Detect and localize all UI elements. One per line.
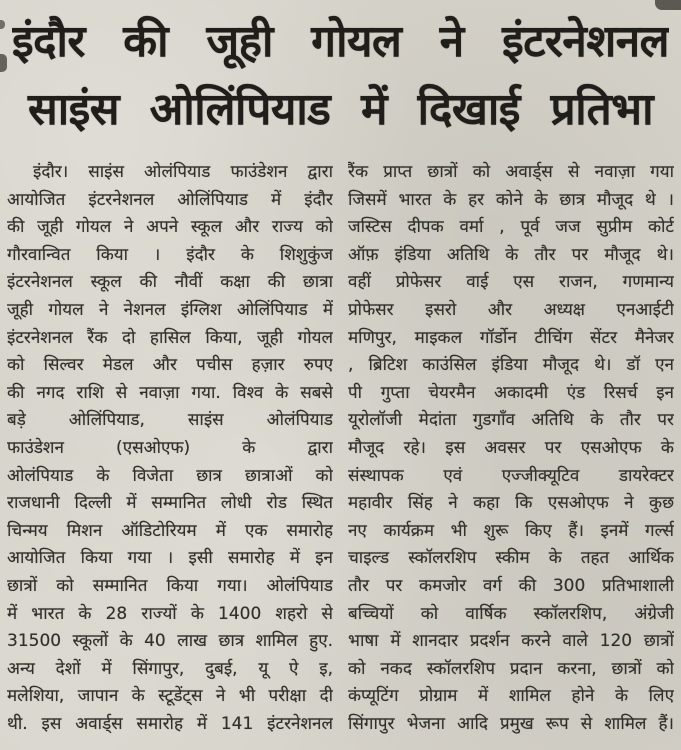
text-line: चिन्मय मिशन ऑडिटोरियम में एक समारोह (7, 520, 333, 541)
text-line: जिसमें भारत के हर कोने के छात्र मौजूद थे । (348, 189, 674, 210)
text-line: राजधानी दिल्ली में सम्मानित लोधी रोड स्थित (7, 493, 333, 514)
headline-line-1: इंदौर की जूही गोयल ने इंटरनेशनल (12, 16, 669, 67)
text-line: रैंक प्राप्त छात्रों को अवार्ड्स से नवाज़ा गया (348, 162, 674, 182)
text-line: फाउंडेशन (एसओएफ) के द्वारा (7, 437, 333, 458)
text-line: बच्चियों को वार्षिक स्कॉलरशिप, अंग्रेजी (348, 603, 674, 624)
text-line: जस्टिस दीपक वर्मा , पूर्व जज सुप्रीम कोर्ट (348, 217, 674, 238)
text-line: को नकद स्कॉलरशिप प्रदान करना, छात्रों को (348, 658, 674, 679)
text-line: वहीं प्रोफेसर वाई एस राजन, गणमान्य (348, 272, 674, 293)
text-line: को सिल्वर मेडल और पचीस हज़ार रुपए (7, 355, 333, 376)
text-line: यूरोलॉजी मेदांता गुडगाँव अतिथि के तौर पर (348, 410, 674, 431)
text-line: कंप्यूटिंग प्रोग्राम में शामिल होने के लिए (348, 686, 674, 707)
article-column-right (348, 159, 674, 738)
text-line: आयोजित किया गया । इसी समारोह में इन (7, 548, 333, 569)
ink-smudge (0, 54, 7, 72)
text-line: नए कार्यक्रम भी शुरू किए हैं। इनमें गर्ल्स (348, 520, 674, 541)
text-line: मलेशिया, जापान के स्टूडेंट्स ने भी परीक्षा दी (7, 686, 333, 707)
text-line: मौजूद रहे। इस अवसर पर एसओएफ के (348, 437, 674, 458)
article-body (0, 145, 681, 738)
text-line: जूही गोयल ने नेशनल इंग्लिश ओलिंपियाड में (7, 299, 333, 320)
text-line: चाइल्ड स्कॉलरशिप स्कीम के तहत आर्थिक (348, 548, 674, 569)
text-line: थी. इस अवार्ड्स समारोह में 141 इंटरनेशनल (7, 713, 333, 734)
text-line: मणिपुर, माइकल गॉर्डोन टीचिंग सेंटर मैनेजर (348, 327, 674, 348)
headline (0, 0, 681, 145)
text-line: ऑफ़ इंडिया अतिथि के तौर पर मौजूद थे। (348, 244, 674, 265)
text-line: प्रोफेसर इसरो और अध्यक्ष एनआईटी (348, 299, 674, 320)
text-line: 31500 स्कूलों के 40 लाख छात्र शामिल हुए. (7, 631, 333, 652)
text-line: गौरवान्वित किया । इंदौर के शिशुकुंज (7, 244, 333, 265)
text-line: इंटरनेशनल स्कूल की नौवीं कक्षा की छात्रा (7, 272, 333, 293)
text-line: की नगद राशि से नवाज़ा गया. विश्व के सबसे (7, 382, 333, 403)
text-line: अन्य देशों में सिंगापुर, दुबई, यू ऐ इ, (7, 658, 333, 679)
text-line: आयोजित इंटरनेशनल ओलिंपियाड में इंदौर (7, 189, 333, 210)
text-line: भाषा में शानदार प्रदर्शन करने वाले 120 छात्रों (348, 631, 674, 652)
text-line: की जूही गोयल ने अपने स्कूल और राज्य को (7, 217, 333, 238)
text-line: इंटरनेशनल रैंक दो हासिल किया, जूही गोयल (7, 327, 333, 348)
text-line: तौर पर कमजोर वर्ग की 300 प्रतिभाशाली (348, 575, 674, 596)
text-line: में भारत के 28 राज्यों के 1400 शहरो से (7, 603, 333, 624)
ink-smudge (655, 0, 681, 10)
text-line: सिंगापुर भेजना आदि प्रमुख रूप से शामिल हैं। (348, 713, 674, 734)
text-line: संस्थापक एवं एज्जीक्यूटिव डायरेक्टर (348, 465, 674, 486)
text-line: बड़े ओलिंपियाड, साइंस ओलंपियाड (7, 410, 333, 431)
headline-line-2: साइंस ओलिंपियाड में दिखाई प्रतिभा (28, 84, 653, 135)
article-column-left (7, 159, 333, 738)
text-line: महावीर सिंह ने कहा कि एसओएफ ने कुछ (348, 493, 674, 514)
text-line: इंदौर। साइंस ओलंपियाड फाउंडेशन द्वारा (33, 162, 333, 182)
text-line: ओलंपियाड के विजेता छात्र छात्राओं को (7, 465, 333, 486)
text-line: , ब्रिटिश काउंसिल इंडिया मौजूद थे। डॉ एन (348, 355, 674, 376)
text-line: छात्रों को सम्मानित किया गया। ओलंपियाड (7, 575, 333, 596)
text-line: पी गुप्ता चेयरमैन अकादमी एंड रिसर्च इन (348, 382, 674, 403)
